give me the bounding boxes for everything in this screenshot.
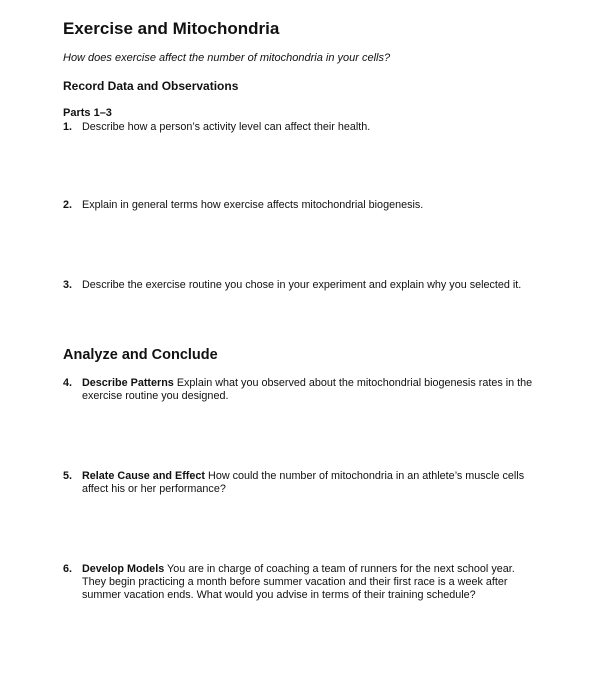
question-text: Describe the exercise routine you chose in your experiment and explain why you selected it.	[82, 279, 522, 291]
question-text	[82, 563, 533, 602]
question-lead: Describe Patterns	[82, 377, 174, 389]
question-body: Explain what you observed about the mitochondrial biogenesis rates in the exercise routine you designed.	[82, 377, 533, 402]
parts-label: Parts 1–3	[63, 107, 112, 119]
analyze-conclude-heading: Analyze and Conclude	[63, 347, 218, 363]
question-number: 1.	[63, 121, 73, 133]
record-data-heading: Record Data and Observations	[63, 79, 239, 93]
question-number: 4.	[63, 377, 73, 389]
question-6	[63, 563, 533, 602]
question-text: Explain in general terms how exercise affects mitochondrial biogenesis.	[82, 199, 424, 211]
question-4	[63, 377, 533, 403]
question-3	[63, 279, 533, 292]
question-lead: Relate Cause and Effect	[82, 470, 206, 482]
question-text: Describe how a person’s activity level can affect their health.	[82, 121, 371, 133]
question-2	[63, 199, 533, 212]
page-title: Exercise and Mitochondria	[63, 19, 280, 38]
question-body: You are in charge of coaching a team of runners for the next school year. They begin practicing a month before summer vacation and their first race is a week after summer vacation ends. What would you advise in terms of their training schedule?	[82, 563, 515, 601]
question-5	[63, 470, 533, 496]
question-text	[82, 470, 533, 496]
question-text	[82, 377, 533, 403]
question-1	[63, 121, 533, 134]
question-number: 2.	[63, 199, 73, 211]
question-lead: Develop Models	[82, 563, 165, 575]
page-subtitle: How does exercise affect the number of mitochondria in your cells?	[63, 52, 391, 64]
question-number: 6.	[63, 563, 73, 575]
question-number: 3.	[63, 279, 73, 291]
question-body: How could the number of mitochondria in an athlete’s muscle cells affect his or her performance?	[82, 470, 525, 495]
question-number: 5.	[63, 470, 73, 482]
